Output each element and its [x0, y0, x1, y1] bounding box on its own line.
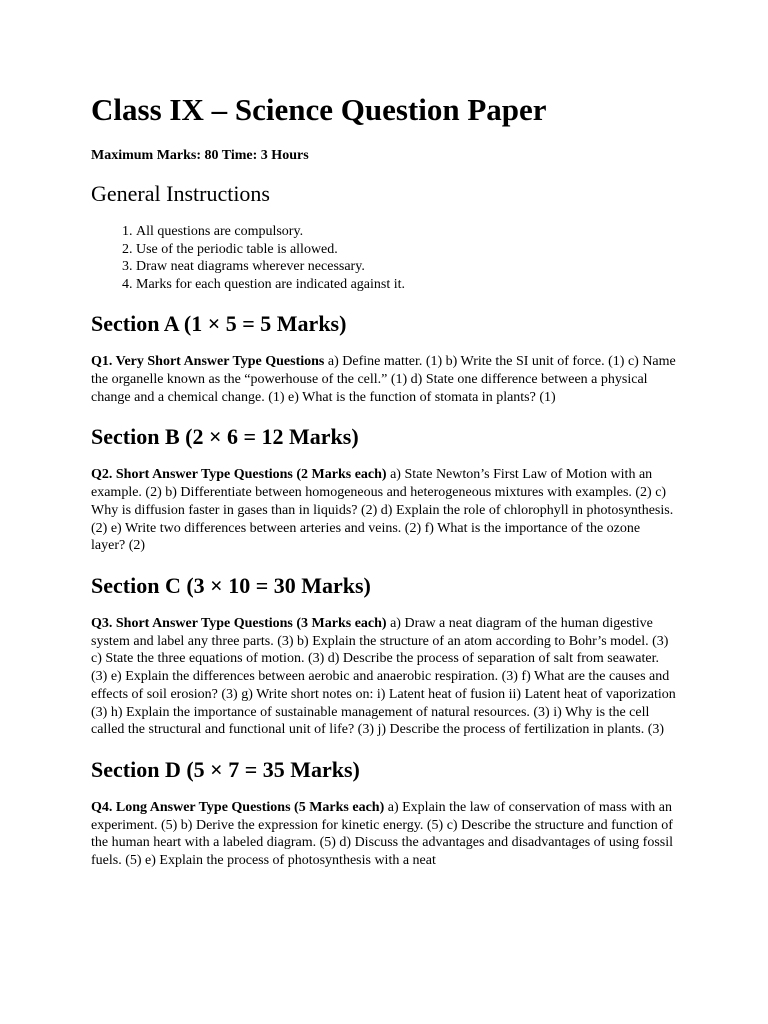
question-text: a) Draw a neat diagram of the human digestive system and label any three parts. (3) b) Explain the structure of an atom according to Bohr’s model. (3) c) State the three equations of motion. (3) d) Describe the process of separation of salt from seawater. (3) e) Explain the differences between aerobic and anaerobic respiration. (3) f) What are the causes and effects of soil erosion? (3) g) Write short notes on: i) Latent heat of fusion ii) Latent heat of vaporization (3) h) Explain the importance of sustainable management of natural resources. (3) i) Why is the cell called the structural and functional unit of life? (3) j) Describe the process of fertilization in plants. (3): [91, 616, 676, 738]
section-c-heading: Section C (3 × 10 = 30 Marks): [91, 573, 371, 598]
question-label: Q3. Short Answer Type Questions (3 Marks each): [91, 616, 387, 631]
question-q2: [91, 466, 677, 555]
question-q4: [91, 799, 677, 870]
instruction-item: 3. Draw neat diagrams wherever necessary.: [136, 258, 677, 276]
instructions-list: [91, 223, 677, 293]
section-b-heading: Section B (2 × 6 = 12 Marks): [91, 424, 359, 450]
page-title: Class IX – Science Question Paper: [91, 92, 547, 127]
question-text: a) State Newton’s First Law of Motion with an example. (2) b) Differentiate between homogeneous and heterogeneous mixtures with examples. (2) c) Why is diffusion faster in gases than in liquids? (2) d) Explain the role of chlorophyll in photosynthesis. (2) e) Write two differences between arteries and veins. (2) f) What is the importance of the ozone layer? (2): [91, 467, 674, 554]
question-q3: [91, 615, 677, 739]
instruction-item: 1. All questions are compulsory.: [136, 223, 677, 241]
question-text: a) Explain the law of conservation of mass with an experiment. (5) b) Derive the expression for kinetic energy. (5) c) Describe the structure and function of the human heart with a labeled diagram. (5) d) Discuss the advantages and disadvantages of using fossil fuels. (5) e) Explain the process of photosynthesis with a neat: [91, 799, 674, 869]
question-label: Q2. Short Answer Type Questions (2 Marks each): [91, 467, 387, 483]
marks-time-line: Maximum Marks: 80 Time: 3 Hours: [91, 148, 309, 163]
question-paper: [91, 88, 677, 870]
instruction-item: 2. Use of the periodic table is allowed.: [136, 241, 677, 259]
question-label: Q4. Long Answer Type Questions (5 Marks each): [91, 799, 385, 815]
question-text: a) Define matter. (1) b) Write the SI unit of force. (1) c) Name the organelle known as the “powerhouse of the cell.” (1) d) State one difference between a physical change and a chemical change. (1) e) What is the function of stomata in plants? (1): [91, 354, 676, 405]
section-a-heading: Section A (1 × 5 = 5 Marks): [91, 311, 347, 337]
instructions-heading: General Instructions: [91, 181, 270, 206]
section-d-heading: Section D (5 × 7 = 35 Marks): [91, 756, 360, 782]
instruction-item: 4. Marks for each question are indicated against it.: [136, 276, 677, 294]
question-q1: [91, 353, 677, 406]
question-label: Q1. Very Short Answer Type Questions: [91, 354, 325, 370]
